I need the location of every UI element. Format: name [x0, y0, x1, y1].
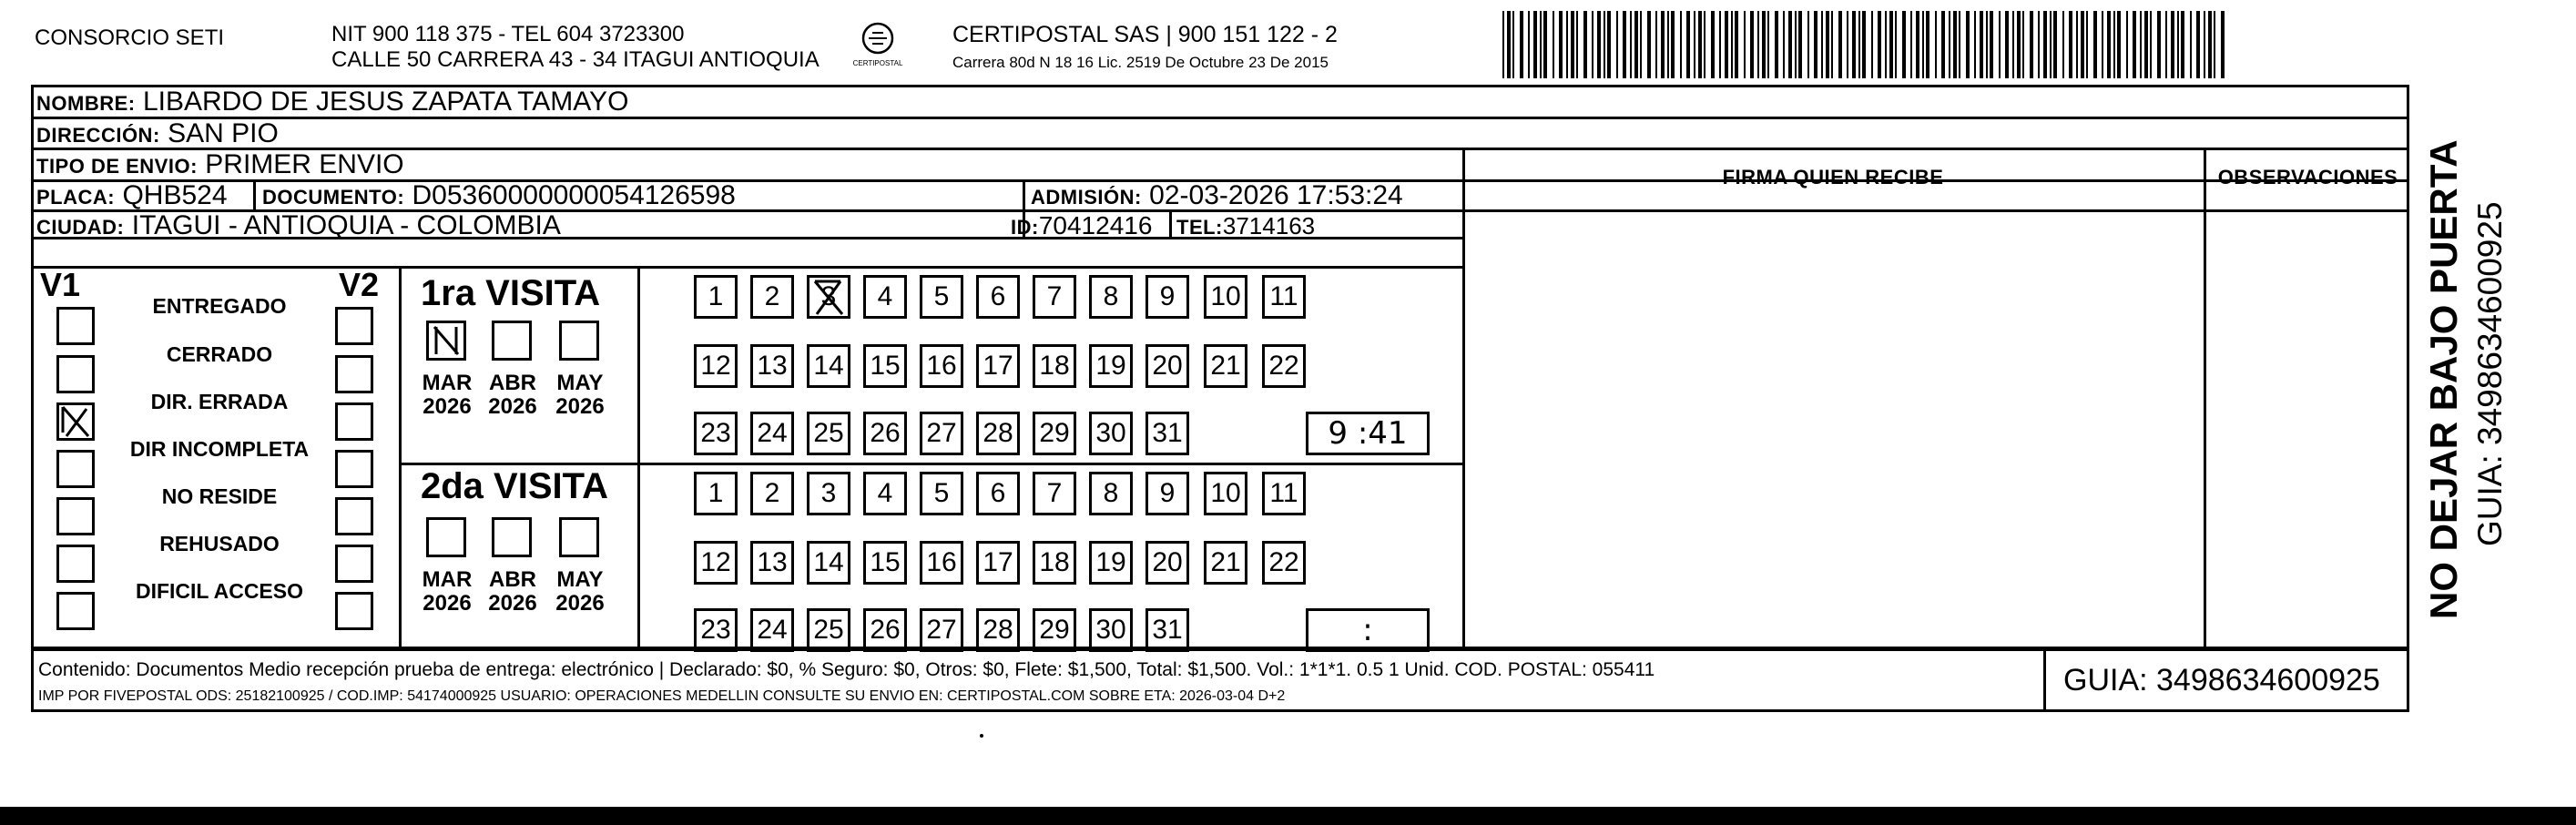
barcode-bar	[1966, 11, 1970, 78]
second-day-box[interactable]: 30	[1089, 608, 1133, 652]
documento-value: D05360000000054126598	[412, 180, 736, 210]
second-day-box[interactable]: 7	[1033, 472, 1076, 515]
barcode-bar	[2171, 11, 2174, 78]
barcode-bar	[1757, 11, 1759, 78]
first-day-box[interactable]: 25	[807, 412, 850, 455]
barcode-bar	[1798, 11, 1802, 78]
barcode-bar	[2050, 11, 2052, 78]
barcode-bar	[1974, 11, 1976, 78]
first-day-box[interactable]: 5	[920, 275, 963, 319]
second-month-box[interactable]	[492, 517, 532, 557]
barcode-bar	[2107, 11, 2111, 78]
first-day-box[interactable]: 12	[694, 344, 738, 388]
id-label: ID:	[1011, 216, 1039, 239]
barcode-bar	[1566, 11, 1568, 78]
v1-checkbox[interactable]	[56, 497, 95, 535]
barcode-bar	[1661, 11, 1665, 78]
second-day-box[interactable]: 6	[976, 472, 1020, 515]
status-option-label: DIR. ERRADA	[150, 390, 289, 413]
barcode-bar	[1926, 11, 1929, 78]
company-name: CONSORCIO SETI	[35, 25, 225, 50]
first-month-label: MAR 2026	[422, 371, 473, 419]
barcode-bar	[2157, 11, 2161, 78]
barcode-bar	[1762, 11, 1766, 78]
nombre-value: LIBARDO DE JESUS ZAPATA TAMAYO	[142, 87, 629, 117]
first-day-box[interactable]: 20	[1145, 344, 1189, 388]
second-day-box[interactable]: 24	[750, 608, 794, 652]
barcode-bar	[1571, 11, 1574, 78]
second-day-box[interactable]: 18	[1033, 541, 1076, 585]
first-day-box[interactable]: 27	[920, 412, 963, 455]
v2-checkbox[interactable]	[335, 450, 373, 488]
second-day-box[interactable]: 27	[920, 608, 963, 652]
admision-value: 02-03-2026 17:53:24	[1149, 180, 1403, 210]
barcode-bar	[2181, 11, 2184, 78]
second-day-box[interactable]: 10	[1204, 472, 1247, 515]
barcode-bar	[2150, 11, 2152, 78]
barcode-bar	[1826, 11, 1829, 78]
id-value: 70412416	[1038, 211, 1153, 239]
barcode-bar	[2214, 11, 2215, 78]
barcode-bar	[1885, 11, 1887, 78]
admision-row	[1031, 180, 1403, 213]
barcode-bar	[1858, 11, 1860, 78]
second-day-box[interactable]: 22	[1262, 541, 1306, 585]
second-day-box[interactable]: 4	[863, 472, 907, 515]
barcode-bar	[1647, 11, 1651, 78]
tel-label: TEL:	[1176, 216, 1223, 239]
firma-label: FIRMA QUIEN RECIBE	[1722, 166, 1944, 188]
barcode-bar	[2069, 11, 2072, 78]
second-day-box[interactable]: 25	[807, 608, 850, 652]
barcode-bar	[1604, 11, 1605, 78]
v1-checkbox[interactable]	[56, 592, 95, 630]
barcode-bar	[2102, 11, 2103, 78]
barcode-bar	[1949, 11, 1950, 78]
second-day-box[interactable]: 2	[750, 472, 794, 515]
status-option-label: DIR INCOMPLETA	[129, 437, 310, 461]
barcode-bar	[2190, 11, 2192, 78]
barcode-bar	[1838, 11, 1842, 78]
second-month-box[interactable]	[426, 517, 466, 557]
documento-label: DOCUMENTO:	[262, 186, 405, 209]
first-day-box[interactable]: 15	[863, 344, 907, 388]
first-month-box[interactable]	[492, 321, 532, 361]
barcode-bar	[1878, 11, 1881, 78]
barcode-bar	[2086, 11, 2088, 78]
v2-checkbox[interactable]	[335, 402, 373, 441]
first-day-box[interactable]: 21	[1204, 344, 1247, 388]
barcode-bar	[1814, 11, 1817, 78]
barcode-bar	[2081, 11, 2084, 78]
first-day-box[interactable]: 29	[1033, 412, 1076, 455]
v1-checkbox[interactable]	[56, 307, 95, 345]
barcode-bar	[2208, 11, 2212, 78]
second-day-box[interactable]: 21	[1204, 541, 1247, 585]
status-option-label: CERRADO	[166, 342, 273, 366]
barcode-bar	[1783, 11, 1785, 78]
barcode-bar	[2012, 11, 2014, 78]
v1-checkbox[interactable]	[56, 355, 95, 393]
status-option-label: ENTREGADO	[152, 294, 287, 318]
barcode-bar	[1767, 11, 1769, 78]
second-day-box[interactable]: 8	[1089, 472, 1133, 515]
v1-checkbox[interactable]	[56, 450, 95, 488]
barcode-bar	[1583, 11, 1587, 78]
tel-value: 3714163	[1222, 212, 1316, 239]
barcode-bar	[2030, 11, 2033, 78]
barcode-bar	[1795, 11, 1797, 78]
barcode-bar	[1980, 11, 1983, 78]
address-line: CALLE 50 CARRERA 43 - 34 ITAGUI ANTIOQUIA	[331, 47, 820, 72]
barcode-bar	[2017, 11, 2021, 78]
v1-checkbox[interactable]	[56, 402, 95, 441]
barcode-bar	[1935, 11, 1937, 78]
license-line: Carrera 80d N 18 16 Lic. 2519 De Octubre 23 De 2015	[952, 54, 1329, 71]
first-day-box[interactable]: 19	[1089, 344, 1133, 388]
barcode-bar	[2165, 11, 2167, 78]
first-day-box[interactable]: 6	[976, 275, 1020, 319]
second-day-box[interactable]: 9	[1145, 472, 1189, 515]
status-option-label: NO RESIDE	[161, 484, 278, 508]
first-day-box[interactable]: 3	[807, 275, 850, 319]
barcode-bar	[1807, 11, 1809, 78]
barcode-bar	[1607, 11, 1611, 78]
side-guia: GUIA: 3498634600925	[2471, 201, 2509, 546]
v2-checkbox[interactable]	[335, 497, 373, 535]
barcode-bar	[2022, 11, 2024, 78]
direccion-label: DIRECCIÓN:	[36, 124, 160, 147]
second-day-box[interactable]: 3	[807, 472, 850, 515]
first-day-box[interactable]: 14	[807, 344, 850, 388]
svg-text:CERTIPOSTAL: CERTIPOSTAL	[852, 59, 903, 67]
first-month-box[interactable]	[559, 321, 599, 361]
barcode-bar	[2140, 11, 2142, 78]
nombre-label: NOMBRE:	[36, 92, 136, 115]
tel-row	[1176, 210, 1315, 243]
second-day-box[interactable]: 14	[807, 541, 850, 585]
barcode-bar	[1986, 11, 1988, 78]
barcode-bar	[2196, 11, 2200, 78]
barcode-bar	[1623, 11, 1626, 78]
carrier-line: CERTIPOSTAL SAS | 900 151 122 - 2	[952, 22, 1338, 47]
barcode-bar	[2177, 11, 2179, 78]
observaciones-label: OBSERVACIONES	[2217, 166, 2398, 188]
barcode-bar	[2133, 11, 2136, 78]
barcode-bar	[2076, 11, 2078, 78]
id-row	[1011, 210, 1152, 243]
first-day-box[interactable]: 1	[694, 275, 738, 319]
barcode-bar	[1831, 11, 1833, 78]
first-day-box[interactable]: 17	[976, 344, 1020, 388]
barcode-bar	[2043, 11, 2047, 78]
barcode-bar	[2117, 11, 2121, 78]
first-time-box[interactable]: 9 :41	[1306, 412, 1430, 455]
second-day-box[interactable]: 13	[750, 541, 794, 585]
placa-row	[36, 180, 228, 213]
barcode-bar	[1788, 11, 1792, 78]
barcode-bar	[1704, 11, 1705, 78]
barcode-bar	[1775, 11, 1778, 78]
barcode-bar	[1959, 11, 1960, 78]
v1-label: V1	[40, 266, 81, 303]
barcode-bar	[1731, 11, 1733, 78]
bottom-bar	[0, 807, 2576, 825]
second-day-box[interactable]: 31	[1145, 608, 1189, 652]
second-time-box[interactable]: :	[1306, 608, 1430, 652]
barcode-bar	[1671, 11, 1675, 78]
barcode-bar	[1847, 11, 1848, 78]
barcode-bar	[1953, 11, 1957, 78]
tipo-envio-label: TIPO DE ENVIO:	[36, 155, 198, 178]
first-month-label: MAY 2026	[555, 371, 605, 419]
second-month-box[interactable]	[559, 517, 599, 557]
barcode-bar	[1852, 11, 1856, 78]
second-day-box[interactable]: 26	[863, 608, 907, 652]
barcode-bar	[1686, 11, 1690, 78]
first-day-box[interactable]: 4	[863, 275, 907, 319]
first-day-box[interactable]: 26	[863, 412, 907, 455]
second-day-box[interactable]: 28	[976, 608, 1020, 652]
admision-label: ADMISIÓN:	[1031, 186, 1142, 209]
barcode-bar	[1910, 11, 1912, 78]
barcode-bar	[2113, 11, 2115, 78]
barcode-bar	[2038, 11, 2040, 78]
tipo-envio-value: PRIMER ENVIO	[205, 149, 404, 179]
barcode-bar	[1735, 11, 1738, 78]
direccion-value: SAN PIO	[168, 118, 279, 148]
second-day-box[interactable]: 19	[1089, 541, 1133, 585]
barcode-bar	[1533, 11, 1537, 78]
first-day-box[interactable]: 30	[1089, 412, 1133, 455]
v1-checkbox[interactable]	[56, 545, 95, 583]
barcode-bar	[1711, 11, 1715, 78]
barcode-bar	[2005, 11, 2009, 78]
first-day-box[interactable]: 31	[1145, 412, 1189, 455]
barcode-bar	[1667, 11, 1669, 78]
ciudad-label: CIUDAD:	[36, 216, 125, 239]
barcode-bar	[1630, 11, 1632, 78]
barcode-bar	[1719, 11, 1721, 78]
barcode-bar	[1680, 11, 1682, 78]
barcode-bar	[2053, 11, 2057, 78]
first-day-box[interactable]: 8	[1089, 275, 1133, 319]
tipo-envio-row	[36, 149, 404, 182]
placa-value: QHB524	[122, 180, 228, 210]
first-day-box[interactable]: 18	[1033, 344, 1076, 388]
second-month-label: MAR 2026	[422, 567, 473, 616]
nit-line: NIT 900 118 375 - TEL 604 3723300	[331, 22, 685, 46]
second-day-box[interactable]: 5	[920, 472, 963, 515]
second-day-box[interactable]: 20	[1145, 541, 1189, 585]
nombre-row	[36, 87, 628, 119]
first-day-box[interactable]: 16	[920, 344, 963, 388]
barcode-bar	[1543, 11, 1547, 78]
barcode-bar	[1640, 11, 1642, 78]
first-day-box[interactable]: 10	[1204, 275, 1247, 319]
second-day-box[interactable]: 12	[694, 541, 738, 585]
second-visit-title: 2da VISITA	[421, 466, 608, 506]
second-month-label: ABR 2026	[488, 567, 537, 616]
barcode-bar	[1576, 11, 1578, 78]
imp-line: IMP POR FIVEPOSTAL ODS: 25182100925 / COD.IMP: 54174000925 USUARIO: OPERACIONES MEDELLIN CONSULTE SU ENVIO EN: CERTIPOSTAL.COM SOBRE ETA: 2026-03-04 D+2	[38, 688, 1286, 704]
barcode-bar	[1512, 11, 1514, 78]
barcode-bar	[1941, 11, 1945, 78]
placa-label: PLACA:	[36, 186, 116, 209]
ciudad-row	[36, 210, 561, 243]
first-day-box[interactable]: 9	[1145, 275, 1189, 319]
first-day-box[interactable]: 28	[976, 412, 1020, 455]
contenido-line: Contenido: Documentos Medio recepción prueba de entrega: electrónico | Declarado: $0, % Seguro: $0, Otros: $0, Flete: $1,500, Total: $1,500. Vol.: 1*1*1. 0.5 1 Unid. COD. POSTAL: 055411	[38, 659, 1655, 680]
second-day-box[interactable]: 16	[920, 541, 963, 585]
v2-checkbox[interactable]	[335, 307, 373, 345]
first-visit-title: 1ra VISITA	[421, 273, 601, 313]
speck	[980, 734, 983, 738]
barcode-bar	[1750, 11, 1754, 78]
barcode-bar	[2144, 11, 2148, 78]
first-day-box[interactable]: 2	[750, 275, 794, 319]
v2-checkbox[interactable]	[335, 592, 373, 630]
barcode-bar	[1502, 11, 1504, 78]
second-day-box[interactable]: 23	[694, 608, 738, 652]
barcode-bar	[1698, 11, 1702, 78]
first-day-box[interactable]: 24	[750, 412, 794, 455]
second-day-box[interactable]: 17	[976, 541, 1020, 585]
first-day-box[interactable]: 7	[1033, 275, 1076, 319]
first-day-box[interactable]: 22	[1262, 344, 1306, 388]
barcode-bar	[1902, 11, 1906, 78]
first-day-box[interactable]: 23	[694, 412, 738, 455]
barcode-bar	[2062, 11, 2064, 78]
barcode-bar	[1553, 11, 1554, 78]
v2-checkbox[interactable]	[335, 355, 373, 393]
barcode-bar	[1540, 11, 1542, 78]
barcode-bar	[1922, 11, 1924, 78]
barcode-bar	[1889, 11, 1893, 78]
barcode-bar	[1559, 11, 1563, 78]
barcode-bar	[2221, 11, 2225, 78]
barcode-bar	[1862, 11, 1866, 78]
barcode	[1502, 11, 2225, 78]
barcode-bar	[1744, 11, 1746, 78]
barcode-bar	[1592, 11, 1593, 78]
second-day-box[interactable]: 29	[1033, 608, 1076, 652]
no-dejar-bajo-puerta: NO DEJAR BAJO PUERTA	[2422, 139, 2465, 619]
status-option-label: REHUSADO	[159, 532, 280, 555]
ciudad-value: ITAGUI - ANTIOQUIA - COLOMBIA	[131, 210, 561, 240]
barcode-bar	[1871, 11, 1873, 78]
barcode-bar	[1725, 11, 1728, 78]
barcode-bar	[1634, 11, 1638, 78]
documento-row	[262, 180, 736, 213]
v2-label: V2	[339, 266, 380, 303]
footer-guia: GUIA: 3498634600925	[2063, 663, 2380, 698]
barcode-bar	[1895, 11, 1897, 78]
status-option-label: DIFICIL ACCESO	[135, 579, 303, 603]
barcode-bar	[1520, 11, 1523, 78]
first-month-box[interactable]	[426, 321, 466, 361]
barcode-bar	[1528, 11, 1530, 78]
barcode-bar	[2126, 11, 2128, 78]
second-day-box[interactable]: 15	[863, 541, 907, 585]
barcode-bar	[2204, 11, 2205, 78]
barcode-bar	[1616, 11, 1618, 78]
second-month-label: MAY 2026	[555, 567, 605, 616]
barcode-bar	[1990, 11, 1993, 78]
first-day-box[interactable]: 11	[1262, 275, 1306, 319]
barcode-bar	[1916, 11, 1919, 78]
barcode-bar	[1999, 11, 2001, 78]
barcode-bar	[1507, 11, 1511, 78]
barcode-bar	[2093, 11, 2097, 78]
certipostal-logo	[850, 18, 905, 73]
first-day-box[interactable]: 13	[750, 344, 794, 388]
second-day-box[interactable]: 1	[694, 472, 738, 515]
barcode-bar	[1597, 11, 1601, 78]
direccion-row	[36, 118, 279, 151]
barcode-bar	[1694, 11, 1695, 78]
first-month-label: ABR 2026	[488, 371, 537, 419]
barcode-bar	[1655, 11, 1657, 78]
v2-checkbox[interactable]	[335, 545, 373, 583]
second-day-box[interactable]: 11	[1262, 472, 1306, 515]
barcode-bar	[1821, 11, 1823, 78]
